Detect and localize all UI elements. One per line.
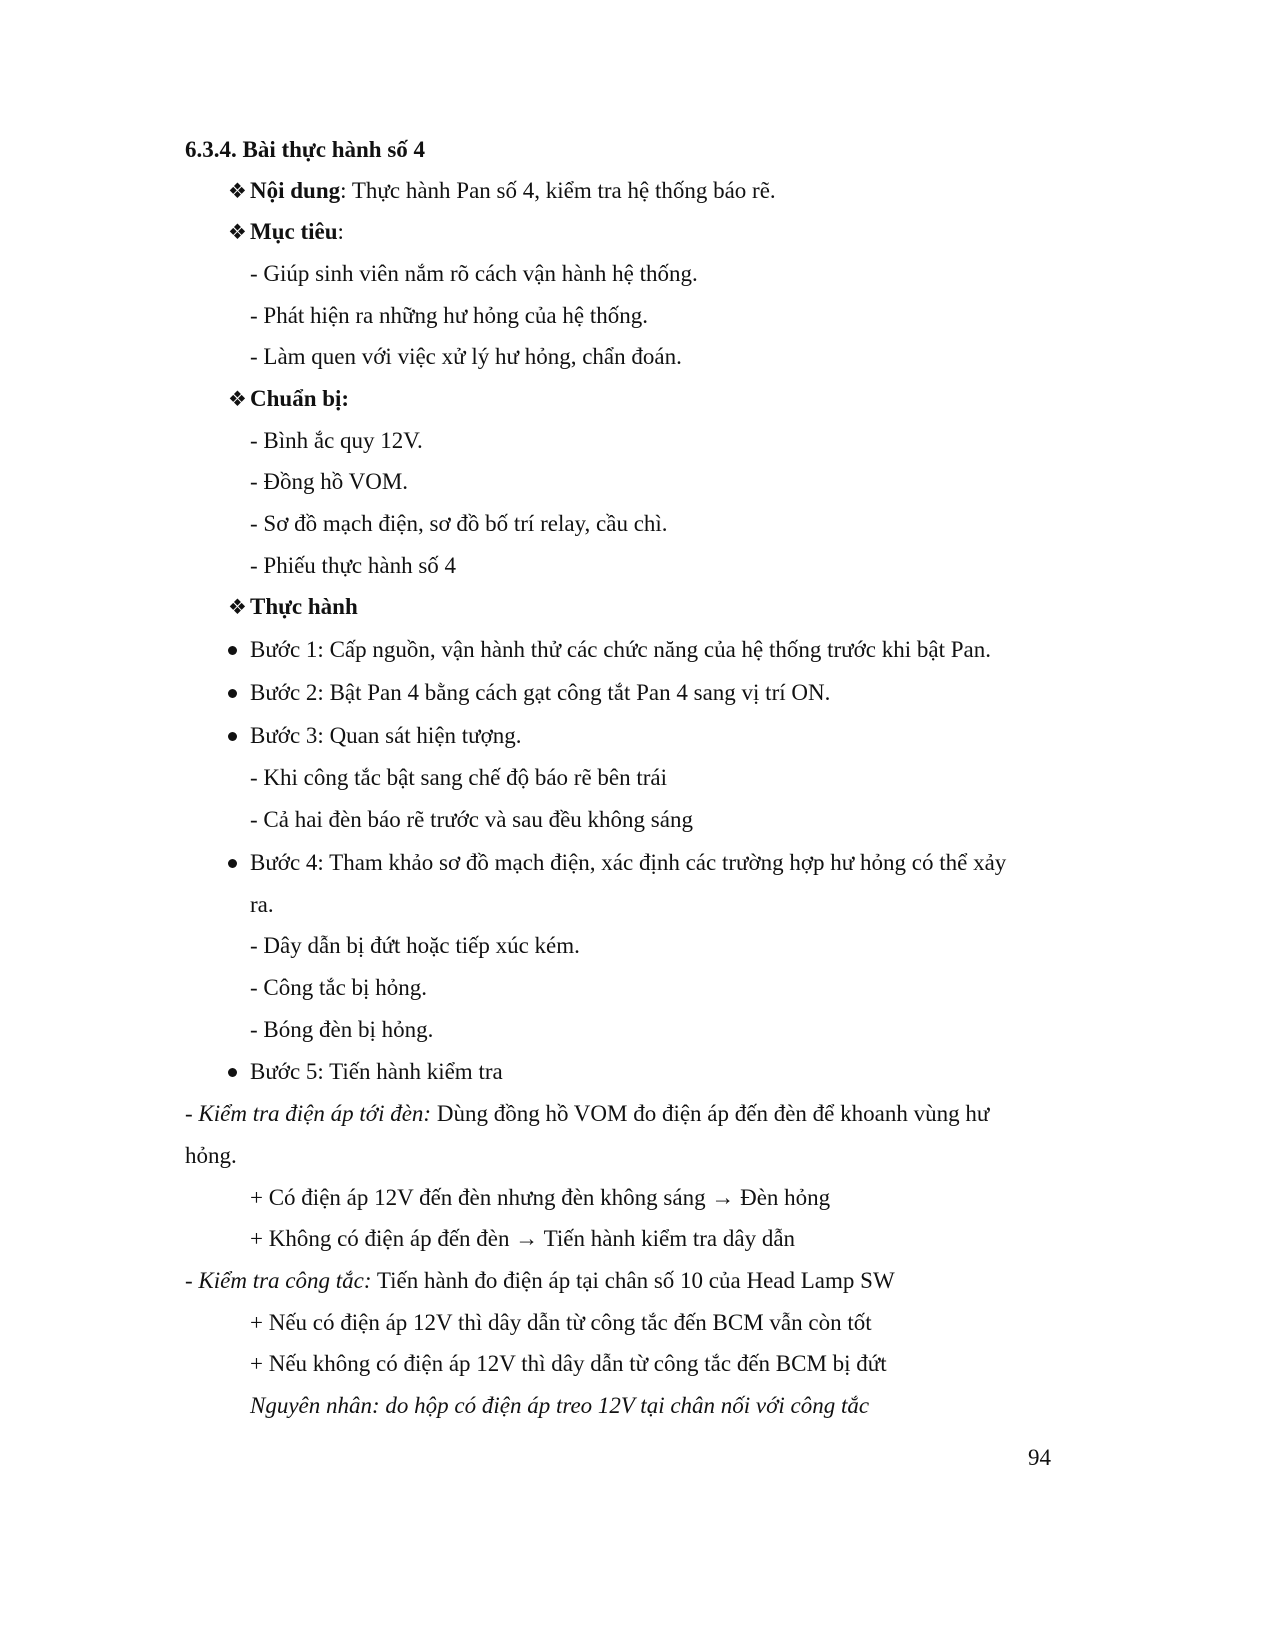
kiem-tra-den-case-2 (250, 1224, 795, 1254)
kiem-tra-cong-tac-line (185, 1266, 895, 1296)
kiem-tra-cong-tac-label: - Kiểm tra công tắc: (185, 1268, 372, 1293)
muc-tieu-item: - Làm quen với việc xử lý hư hỏng, chẩn đoán. (250, 344, 682, 369)
thuc-hanh-label: Thực hành (250, 594, 358, 619)
kiem-tra-den-line-1 (185, 1099, 989, 1129)
kiem-tra-den-line-2: hỏng. (185, 1143, 237, 1168)
chuan-bi-item: - Bình ắc quy 12V. (250, 428, 423, 453)
muc-tieu-item: - Giúp sinh viên nắm rõ cách vận hành hệ thống. (250, 261, 698, 286)
step-2: Bước 2: Bật Pan 4 bằng cách gạt công tắt Pan 4 sang vị trí ON. (250, 680, 831, 705)
bullet-dot-icon (228, 689, 237, 698)
step-4-item: - Bóng đèn bị hỏng. (250, 1017, 434, 1042)
step-4-line-1: Bước 4: Tham khảo sơ đồ mạch điện, xác định các trường hợp hư hỏng có thể xảy (250, 850, 1007, 875)
step-4-item: - Công tắc bị hỏng. (250, 975, 427, 1000)
noi-dung-line (250, 176, 776, 206)
diamond-bullet-icon: ❖ (228, 387, 247, 411)
diamond-bullet-icon: ❖ (228, 595, 247, 619)
bullet-dot-icon (228, 859, 237, 868)
bullet-dot-icon (228, 732, 237, 741)
noi-dung-text: : Thực hành Pan số 4, kiểm tra hệ thống báo rẽ. (340, 178, 776, 203)
chuan-bi-item: - Sơ đồ mạch điện, sơ đồ bố trí relay, cầu chì. (250, 511, 668, 536)
kiem-tra-cong-tac-text: Tiến hành đo điện áp tại chân số 10 của Head Lamp SW (371, 1268, 895, 1293)
step-3-item: - Cả hai đèn báo rẽ trước và sau đều không sáng (250, 807, 693, 832)
step-5: Bước 5: Tiến hành kiểm tra (250, 1059, 503, 1084)
muc-tieu-colon: : (337, 219, 344, 244)
bullet-dot-icon (228, 1068, 237, 1077)
kiem-tra-den-text: Dùng đồng hồ VOM đo điện áp đến đèn để khoanh vùng hư (431, 1101, 990, 1126)
bullet-dot-icon (228, 646, 237, 655)
chuan-bi-item: - Phiếu thực hành số 4 (250, 553, 457, 578)
kiem-tra-cong-tac-case-2: + Nếu không có điện áp 12V thì dây dẫn từ công tắc đến BCM bị đứt (250, 1351, 887, 1376)
section-heading: 6.3.4. Bài thực hành số 4 (185, 137, 426, 162)
case-result: Tiến hành kiểm tra dây dẫn (538, 1226, 796, 1251)
right-arrow-icon: → (711, 1185, 735, 1210)
page-number: 94 (1028, 1445, 1051, 1470)
chuan-bi-item: - Đồng hồ VOM. (250, 469, 409, 494)
diamond-bullet-icon: ❖ (228, 179, 247, 203)
case-text: + Có điện áp 12V đến đèn nhưng đèn không sáng (250, 1185, 712, 1210)
nguyen-nhan-line: Nguyên nhân: do hộp có điện áp treo 12V tại chân nối với công tắc (250, 1393, 870, 1418)
muc-tieu-line (250, 217, 344, 247)
case-text: + Không có điện áp đến đèn (250, 1226, 516, 1251)
step-4-line-2: ra. (250, 892, 274, 917)
step-1: Bước 1: Cấp nguồn, vận hành thử các chức năng của hệ thống trước khi bật Pan. (250, 637, 991, 662)
diamond-bullet-icon: ❖ (228, 220, 247, 244)
chuan-bi-label: Chuẩn bị: (250, 386, 350, 411)
kiem-tra-den-label: - Kiểm tra điện áp tới đèn: (185, 1101, 432, 1126)
muc-tieu-label: Mục tiêu (250, 219, 338, 244)
kiem-tra-cong-tac-case-1: + Nếu có điện áp 12V thì dây dẫn từ công tắc đến BCM vẫn còn tốt (250, 1310, 872, 1335)
noi-dung-label: Nội dung (250, 178, 341, 203)
kiem-tra-den-case-1 (250, 1183, 830, 1213)
right-arrow-icon: → (515, 1226, 539, 1251)
step-4-item: - Dây dẫn bị đứt hoặc tiếp xúc kém. (250, 933, 580, 958)
step-3-item: - Khi công tắc bật sang chế độ báo rẽ bên trái (250, 765, 668, 790)
step-3: Bước 3: Quan sát hiện tượng. (250, 723, 522, 748)
muc-tieu-item: - Phát hiện ra những hư hỏng của hệ thống. (250, 303, 648, 328)
case-result: Đèn hỏng (734, 1185, 831, 1210)
